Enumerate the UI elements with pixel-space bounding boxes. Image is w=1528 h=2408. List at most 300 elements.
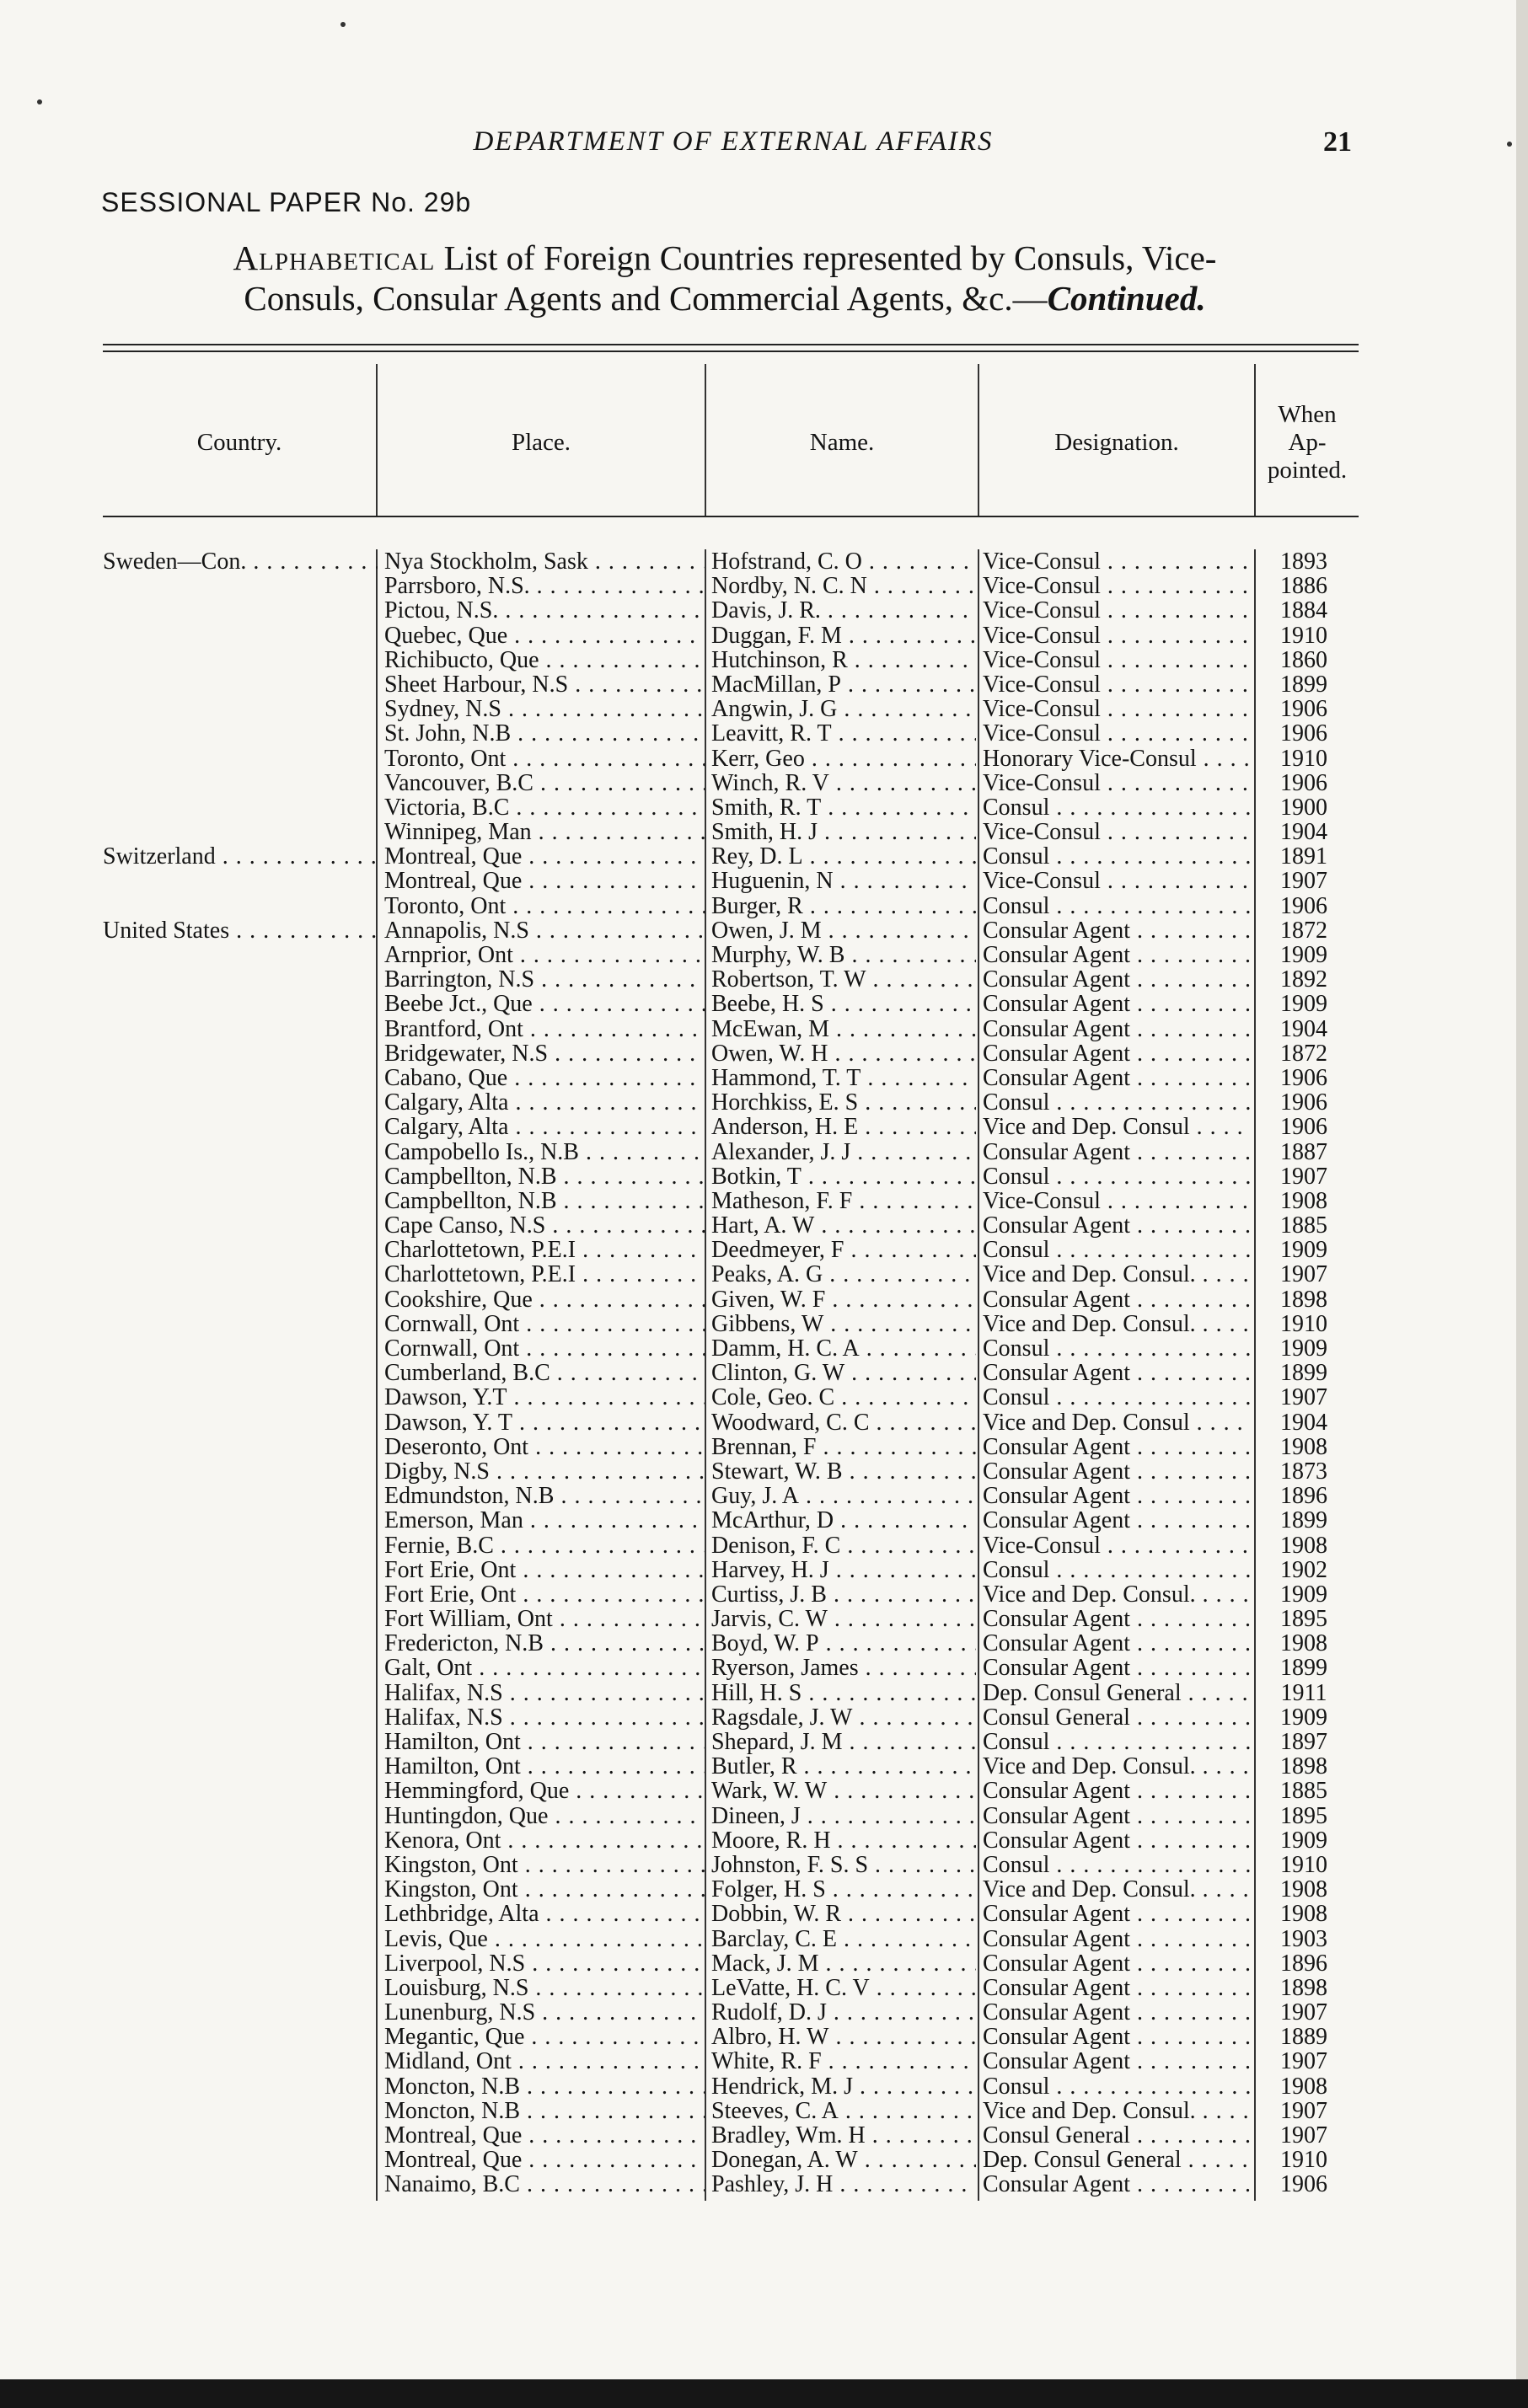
designation-cell: Consul . . . [976, 795, 1251, 820]
sessional-paper-label: SESSIONAL PAPER No. 29b [101, 187, 472, 217]
appointed-year-cell: 1907 [1280, 2049, 1327, 2074]
appointed-year-cell: 1908 [1280, 1631, 1327, 1656]
country-cell [103, 1927, 378, 1951]
appointed-year-cell: 1897 [1280, 1730, 1327, 1755]
appointed-year-cell: 1896 [1280, 1950, 1327, 1976]
country-cell [103, 1902, 378, 1926]
place-cell: Vancouver, B.C . . . [378, 771, 705, 795]
designation-cell: Vice-Consul . . . [976, 549, 1251, 574]
designation-cell: Consular Agent . . . [976, 1902, 1251, 1926]
name-cell: Gibbens, W . . . [705, 1312, 976, 1336]
place-cell: Digby, N.S . . . [378, 1459, 705, 1484]
name-cell: Guy, J. A . . . [705, 1484, 976, 1508]
designation-cell: Consular Agent . . . [976, 1951, 1251, 1976]
appointed-year-cell: 1907 [1280, 869, 1327, 894]
name-cell: Given, W. F . . . [705, 1287, 976, 1312]
country-cell [103, 697, 378, 721]
designation-cell: Vice-Consul . . . [976, 672, 1251, 697]
header-bottom-rule [103, 516, 1359, 517]
header-country: Country. [196, 428, 282, 456]
appointed-year-cell: 1895 [1280, 1803, 1327, 1828]
place-cell: Louisburg, N.S . . . [378, 1976, 705, 2000]
name-cell: Butler, R . . . [705, 1754, 976, 1779]
name-cell: Robertson, T. W . . . [705, 967, 976, 992]
designation-cell: Consular Agent . . . [976, 1976, 1251, 2000]
appointed-year-cell: 1908 [1280, 1434, 1327, 1459]
appointed-year-cell: 1893 [1280, 549, 1327, 575]
designation-cell: Consular Agent . . . [976, 1804, 1251, 1828]
appointed-year-cell: 1872 [1280, 1041, 1327, 1066]
country-cell [103, 1066, 378, 1090]
designation-cell: Consular Agent . . . [976, 943, 1251, 967]
designation-cell: Consul . . . [976, 1853, 1251, 1877]
country-cell [103, 1779, 378, 1803]
place-cell: Cape Canso, N.S . . . [378, 1213, 705, 1238]
place-cell: St. John, N.B . . . [378, 721, 705, 746]
place-cell: Montreal, Que . . . [378, 2123, 705, 2148]
country-cell [103, 648, 378, 672]
header-divider-4 [1254, 364, 1256, 516]
designation-cell: Consul General . . . [976, 2123, 1251, 2148]
designation-cell: Consular Agent . . . [976, 967, 1251, 992]
country-cell [103, 1238, 378, 1262]
country-cell [103, 1484, 378, 1508]
appointed-year-cell: 1889 [1280, 2025, 1327, 2050]
name-cell: Mack, J. M . . . [705, 1951, 976, 1976]
designation-cell: Consul . . . [976, 1730, 1251, 1754]
country-cell [103, 1508, 378, 1533]
title-line1: List of Foreign Countries represented by Consuls, Vice- [435, 238, 1217, 277]
appointed-year-cell: 1906 [1280, 697, 1327, 722]
appointed-year-cell: 1895 [1280, 1607, 1327, 1632]
country-cell [103, 1853, 378, 1877]
name-cell: Leavitt, R. T . . . [705, 721, 976, 746]
appointed-year-cell: 1891 [1280, 844, 1327, 870]
appointed-year-cell: 1906 [1280, 1090, 1327, 1116]
name-cell: Pashley, J. H . . . [705, 2172, 976, 2197]
name-cell: Huguenin, N . . . [705, 869, 976, 893]
designation-cell: Dep. Consul General . . . [976, 2148, 1251, 2172]
country-cell [103, 2099, 378, 2123]
appointed-year-cell: 1906 [1280, 1115, 1327, 1140]
name-cell: Stewart, W. B . . . [705, 1459, 976, 1484]
appointed-year-cell: 1907 [1280, 1385, 1327, 1410]
country-cell [103, 967, 378, 992]
name-cell: Folger, H. S . . . [705, 1877, 976, 1902]
header-name: Name. [809, 428, 875, 456]
name-cell: Botkin, T . . . [705, 1164, 976, 1189]
page-edge-shadow [1516, 0, 1528, 2408]
designation-cell: Vice-Consul . . . [976, 1533, 1251, 1558]
country-cell [103, 1115, 378, 1139]
name-cell: Murphy, W. B . . . [705, 943, 976, 967]
top-rule-1 [103, 344, 1359, 345]
name-cell: Ragsdale, J. W . . . [705, 1705, 976, 1730]
country-cell [103, 2025, 378, 2049]
place-cell: Fort Erie, Ont . . . [378, 1582, 705, 1607]
place-cell: Hamilton, Ont . . . [378, 1754, 705, 1779]
country-cell [103, 1828, 378, 1853]
country-cell [103, 771, 378, 795]
appointed-year-cell: 1909 [1280, 992, 1327, 1017]
place-cell: Calgary, Alta . . . [378, 1090, 705, 1115]
country-cell [103, 894, 378, 918]
header-divider-1 [376, 364, 378, 516]
country-cell [103, 2172, 378, 2197]
name-cell: Hammond, T. T . . . [705, 1066, 976, 1090]
designation-cell: Consular Agent . . . [976, 1508, 1251, 1533]
place-cell: Cornwall, Ont . . . [378, 1312, 705, 1336]
name-cell: Cole, Geo. C . . . [705, 1385, 976, 1410]
place-cell: Nanaimo, B.C . . . [378, 2172, 705, 2197]
appointed-year-cell: 1907 [1280, 2000, 1327, 2025]
name-cell: Hofstrand, C. O . . . [705, 549, 976, 574]
place-cell: Charlottetown, P.E.I . . . [378, 1262, 705, 1287]
appointed-year-cell: 1906 [1280, 770, 1327, 795]
appointed-year-cell: 1899 [1280, 1361, 1327, 1386]
name-cell: Anderson, H. E . . . [705, 1115, 976, 1139]
name-cell: Bradley, Wm. H . . . [705, 2123, 976, 2148]
name-cell: Moore, R. H . . . [705, 1828, 976, 1853]
designation-cell: Vice and Dep. Consul. . . . [976, 1754, 1251, 1779]
header-place: Place. [511, 428, 571, 456]
page-number: 21 [1323, 126, 1352, 158]
place-cell: Montreal, Que . . . [378, 2148, 705, 2172]
designation-cell: Consular Agent . . . [976, 1459, 1251, 1484]
appointed-year-cell: 1904 [1280, 820, 1327, 845]
designation-cell: Vice and Dep. Consul. . . . [976, 1262, 1251, 1287]
place-cell: Huntingdon, Que . . . [378, 1804, 705, 1828]
name-cell: McEwan, M . . . [705, 1017, 976, 1041]
name-cell: Dobbin, W. R . . . [705, 1902, 976, 1926]
name-cell: Smith, H. J . . . [705, 820, 976, 844]
place-cell: Montreal, Que . . . [378, 869, 705, 893]
header-divider-3 [978, 364, 979, 516]
designation-cell: Consular Agent . . . [976, 1361, 1251, 1385]
name-cell: Nordby, N. C. N . . . [705, 574, 976, 598]
appointed-year-cell: 1900 [1280, 795, 1327, 821]
place-cell: Charlottetown, P.E.I . . . [378, 1238, 705, 1262]
designation-cell: Consular Agent . . . [976, 1828, 1251, 1853]
designation-cell: Consular Agent . . . [976, 1607, 1251, 1631]
appointed-year-cell: 1908 [1280, 2074, 1327, 2099]
country-cell [103, 1262, 378, 1287]
country-cell [103, 1164, 378, 1189]
name-cell: Harvey, H. J . . . [705, 1558, 976, 1582]
place-cell: Campbellton, N.B . . . [378, 1164, 705, 1189]
designation-cell: Consular Agent . . . [976, 1041, 1251, 1066]
place-cell: Hamilton, Ont . . . [378, 1730, 705, 1754]
country-cell [103, 1656, 378, 1680]
designation-cell: Honorary Vice-Consul . . . [976, 746, 1251, 771]
country-cell [103, 1336, 378, 1361]
country-cell [103, 1582, 378, 1607]
designation-cell: Vice and Dep. Consul . . . [976, 1410, 1251, 1435]
appointed-year-cell: 1899 [1280, 1656, 1327, 1681]
designation-cell: Consular Agent . . . [976, 2049, 1251, 2074]
place-cell: Parrsboro, N.S. . . . [378, 574, 705, 598]
name-cell: Horchkiss, E. S . . . [705, 1090, 976, 1115]
place-cell: Megantic, Que . . . [378, 2025, 705, 2049]
name-cell: Beebe, H. S . . . [705, 992, 976, 1016]
country-cell [103, 795, 378, 820]
country-cell [103, 1705, 378, 1730]
name-cell: Johnston, F. S. S . . . [705, 1853, 976, 1877]
appointed-year-cell: 1910 [1280, 2148, 1327, 2173]
designation-cell: Consul . . . [976, 1336, 1251, 1361]
header-when-appointed: When Ap- pointed. [1267, 400, 1348, 484]
appointed-year-cell: 1886 [1280, 574, 1327, 599]
place-cell: Deseronto, Ont . . . [378, 1435, 705, 1459]
scan-speck [340, 22, 346, 27]
place-cell: Emerson, Man . . . [378, 1508, 705, 1533]
list-title [118, 238, 1332, 318]
place-cell: Edmundston, N.B . . . [378, 1484, 705, 1508]
designation-cell: Consular Agent . . . [976, 1435, 1251, 1459]
name-cell: Ryerson, James . . . [705, 1656, 976, 1680]
place-cell: Brantford, Ont . . . [378, 1017, 705, 1041]
place-cell: Campbellton, N.B . . . [378, 1189, 705, 1213]
place-cell: Annapolis, N.S . . . [378, 918, 705, 943]
name-cell: Matheson, F. F . . . [705, 1189, 976, 1213]
name-cell: Wark, W. W . . . [705, 1779, 976, 1803]
country-cell [103, 992, 378, 1016]
country-cell [103, 1558, 378, 1582]
top-rule-2 [103, 350, 1359, 352]
place-cell: Kingston, Ont . . . [378, 1877, 705, 1902]
name-cell: Rey, D. L . . . [705, 844, 976, 869]
name-cell: Steeves, C. A . . . [705, 2099, 976, 2123]
place-cell: Dawson, Y.T . . . [378, 1385, 705, 1410]
name-cell: White, R. F . . . [705, 2049, 976, 2074]
title-continued: Continued. [1047, 279, 1206, 318]
name-cell: Brennan, F . . . [705, 1435, 976, 1459]
name-cell: Jarvis, C. W . . . [705, 1607, 976, 1631]
appointed-year-cell: 1906 [1280, 893, 1327, 918]
appointed-year-cell: 1898 [1280, 1975, 1327, 2001]
designation-cell: Consular Agent . . . [976, 1779, 1251, 1803]
country-cell [103, 1459, 378, 1484]
country-cell [103, 1951, 378, 1976]
name-cell: Angwin, J. G . . . [705, 697, 976, 721]
country-cell: United States . . . [103, 918, 378, 943]
designation-cell: Consul . . . [976, 1385, 1251, 1410]
country-cell [103, 1361, 378, 1385]
designation-cell: Vice-Consul . . . [976, 598, 1251, 623]
designation-cell: Vice-Consul . . . [976, 697, 1251, 721]
place-cell: Pictou, N.S. . . . [378, 598, 705, 623]
appointed-year-cell: 1907 [1280, 1262, 1327, 1287]
appointed-year-cell: 1898 [1280, 1754, 1327, 1779]
country-cell [103, 1287, 378, 1312]
place-cell: Fredericton, N.B . . . [378, 1631, 705, 1656]
place-cell: Halifax, N.S . . . [378, 1705, 705, 1730]
appointed-year-cell: 1908 [1280, 1533, 1327, 1558]
name-cell: MacMillan, P . . . [705, 672, 976, 697]
designation-cell: Consul . . . [976, 1238, 1251, 1262]
name-cell: Rudolf, D. J . . . [705, 2000, 976, 2025]
place-cell: Fort William, Ont . . . [378, 1607, 705, 1631]
designation-cell: Vice and Dep. Consul. . . . [976, 1877, 1251, 1902]
place-cell: Sheet Harbour, N.S . . . [378, 672, 705, 697]
country-cell [103, 1607, 378, 1631]
scan-speck [1507, 142, 1512, 147]
name-cell: Albro, H. W . . . [705, 2025, 976, 2049]
place-cell: Campobello Is., N.B . . . [378, 1140, 705, 1164]
country-cell [103, 2000, 378, 2025]
country-cell [103, 1140, 378, 1164]
country-cell [103, 2049, 378, 2074]
place-cell: Levis, Que . . . [378, 1927, 705, 1951]
designation-cell: Consular Agent . . . [976, 2000, 1251, 2025]
place-cell: Liverpool, N.S . . . [378, 1951, 705, 1976]
place-cell: Cookshire, Que . . . [378, 1287, 705, 1312]
place-cell: Hemmingford, Que . . . [378, 1779, 705, 1803]
designation-cell: Consular Agent . . . [976, 1213, 1251, 1238]
country-cell [103, 1533, 378, 1558]
country-cell [103, 943, 378, 967]
appointed-year-cell: 1884 [1280, 598, 1327, 623]
appointed-year-cell: 1892 [1280, 967, 1327, 993]
appointed-year-cell: 1911 [1280, 1680, 1327, 1705]
name-cell: Woodward, C. C . . . [705, 1410, 976, 1435]
place-cell: Cabano, Que . . . [378, 1066, 705, 1090]
place-cell: Richibucto, Que . . . [378, 648, 705, 672]
name-cell: Dineen, J . . . [705, 1804, 976, 1828]
scan-bottom-edge [0, 2379, 1528, 2408]
name-cell: LeVatte, H. C. V . . . [705, 1976, 976, 2000]
appointed-year-cell: 1896 [1280, 1484, 1327, 1509]
place-cell: Moncton, N.B . . . [378, 2074, 705, 2099]
appointed-year-cell: 1903 [1280, 1926, 1327, 1951]
name-cell: Burger, R . . . [705, 894, 976, 918]
appointed-year-cell: 1860 [1280, 647, 1327, 672]
appointed-year-cell: 1887 [1280, 1139, 1327, 1164]
appointed-year-cell: 1885 [1280, 1779, 1327, 1804]
country-cell [103, 1017, 378, 1041]
running-head: DEPARTMENT OF EXTERNAL AFFAIRS [473, 126, 994, 157]
name-cell: Winch, R. V . . . [705, 771, 976, 795]
consul-table [103, 549, 1367, 2197]
place-cell: Montreal, Que . . . [378, 844, 705, 869]
appointed-year-cell: 1907 [1280, 2123, 1327, 2148]
appointed-year-cell: 1873 [1280, 1458, 1327, 1485]
appointed-year-cell: 1909 [1280, 1336, 1327, 1362]
country-cell [103, 1804, 378, 1828]
designation-cell: Vice-Consul . . . [976, 1189, 1251, 1213]
name-cell: Hill, H. S . . . [705, 1681, 976, 1705]
name-cell: Owen, J. M . . . [705, 918, 976, 943]
name-cell: Hutchinson, R . . . [705, 648, 976, 672]
designation-cell: Consular Agent . . . [976, 2025, 1251, 2049]
designation-cell: Consul . . . [976, 1558, 1251, 1582]
name-cell: Deedmeyer, F . . . [705, 1238, 976, 1262]
designation-cell: Vice-Consul . . . [976, 648, 1251, 672]
country-cell [103, 574, 378, 598]
appointed-year-cell: 1907 [1280, 1164, 1327, 1189]
place-cell: Galt, Ont . . . [378, 1656, 705, 1680]
title-alphabetical: Alphabetical [233, 238, 436, 277]
appointed-year-cell: 1906 [1280, 1065, 1327, 1091]
designation-cell: Consular Agent . . . [976, 1484, 1251, 1508]
name-cell: Alexander, J. J . . . [705, 1140, 976, 1164]
designation-cell: Consular Agent . . . [976, 1140, 1251, 1164]
country-cell: Switzerland . . . [103, 844, 378, 869]
country-cell [103, 1385, 378, 1410]
country-cell [103, 1435, 378, 1459]
appointed-year-cell: 1899 [1280, 1508, 1327, 1533]
title-line2: Consuls, Consular Agents and Commercial Agents, &c.— [244, 279, 1048, 318]
country-cell [103, 1754, 378, 1779]
designation-cell: Consul . . . [976, 2074, 1251, 2099]
designation-cell: Consular Agent . . . [976, 1017, 1251, 1041]
appointed-year-cell: 1910 [1280, 623, 1327, 648]
designation-cell: Consul . . . [976, 1090, 1251, 1115]
appointed-year-cell: 1904 [1280, 1410, 1327, 1435]
place-cell: Winnipeg, Man . . . [378, 820, 705, 844]
country-cell [103, 820, 378, 844]
designation-cell: Vice-Consul . . . [976, 623, 1251, 648]
appointed-year-cell: 1906 [1280, 2172, 1327, 2197]
designation-cell: Vice and Dep. Consul. . . . [976, 1582, 1251, 1607]
designation-cell: Consular Agent . . . [976, 992, 1251, 1016]
name-cell: Kerr, Geo . . . [705, 746, 976, 771]
place-cell: Victoria, B.C . . . [378, 795, 705, 820]
country-cell [103, 672, 378, 697]
designation-cell: Consul . . . [976, 894, 1251, 918]
designation-cell: Consular Agent . . . [976, 1656, 1251, 1680]
country-cell [103, 1189, 378, 1213]
name-cell: Hart, A. W . . . [705, 1213, 976, 1238]
country-cell [103, 2123, 378, 2148]
appointed-year-cell: 1910 [1280, 1311, 1327, 1336]
designation-cell: Consul . . . [976, 844, 1251, 869]
name-cell: Barclay, C. E . . . [705, 1927, 976, 1951]
appointed-year-cell: 1908 [1280, 1877, 1327, 1902]
country-cell [103, 2148, 378, 2172]
place-cell: Calgary, Alta . . . [378, 1115, 705, 1139]
designation-cell: Consular Agent . . . [976, 1066, 1251, 1090]
name-cell: Duggan, F. M . . . [705, 623, 976, 648]
designation-cell: Vice-Consul . . . [976, 820, 1251, 844]
name-cell: Smith, R. T . . . [705, 795, 976, 820]
place-cell: Midland, Ont . . . [378, 2049, 705, 2074]
appointed-year-cell: 1907 [1280, 2098, 1327, 2123]
place-cell: Cornwall, Ont . . . [378, 1336, 705, 1361]
country-cell [103, 1213, 378, 1238]
place-cell: Bridgewater, N.S . . . [378, 1041, 705, 1066]
place-cell: Kenora, Ont . . . [378, 1828, 705, 1853]
appointed-year-cell: 1908 [1280, 1188, 1327, 1214]
place-cell: Fort Erie, Ont . . . [378, 1558, 705, 1582]
header-designation: Designation. [1054, 428, 1179, 456]
place-cell: Toronto, Ont . . . [378, 746, 705, 771]
appointed-year-cell: 1909 [1280, 943, 1327, 968]
place-cell: Dawson, Y. T . . . [378, 1410, 705, 1435]
appointed-year-cell: 1885 [1280, 1213, 1327, 1239]
country-cell [103, 721, 378, 746]
place-cell: Sydney, N.S . . . [378, 697, 705, 721]
name-cell: Hendrick, M. J . . . [705, 2074, 976, 2099]
place-cell: Kingston, Ont . . . [378, 1853, 705, 1877]
name-cell: Clinton, G. W . . . [705, 1361, 976, 1385]
name-cell: Owen, W. H . . . [705, 1041, 976, 1066]
place-cell: Moncton, N.B . . . [378, 2099, 705, 2123]
designation-cell: Consular Agent . . . [976, 1927, 1251, 1951]
name-cell: Denison, F. C . . . [705, 1533, 976, 1558]
designation-cell: Vice-Consul . . . [976, 574, 1251, 598]
appointed-year-cell: 1910 [1280, 746, 1327, 771]
